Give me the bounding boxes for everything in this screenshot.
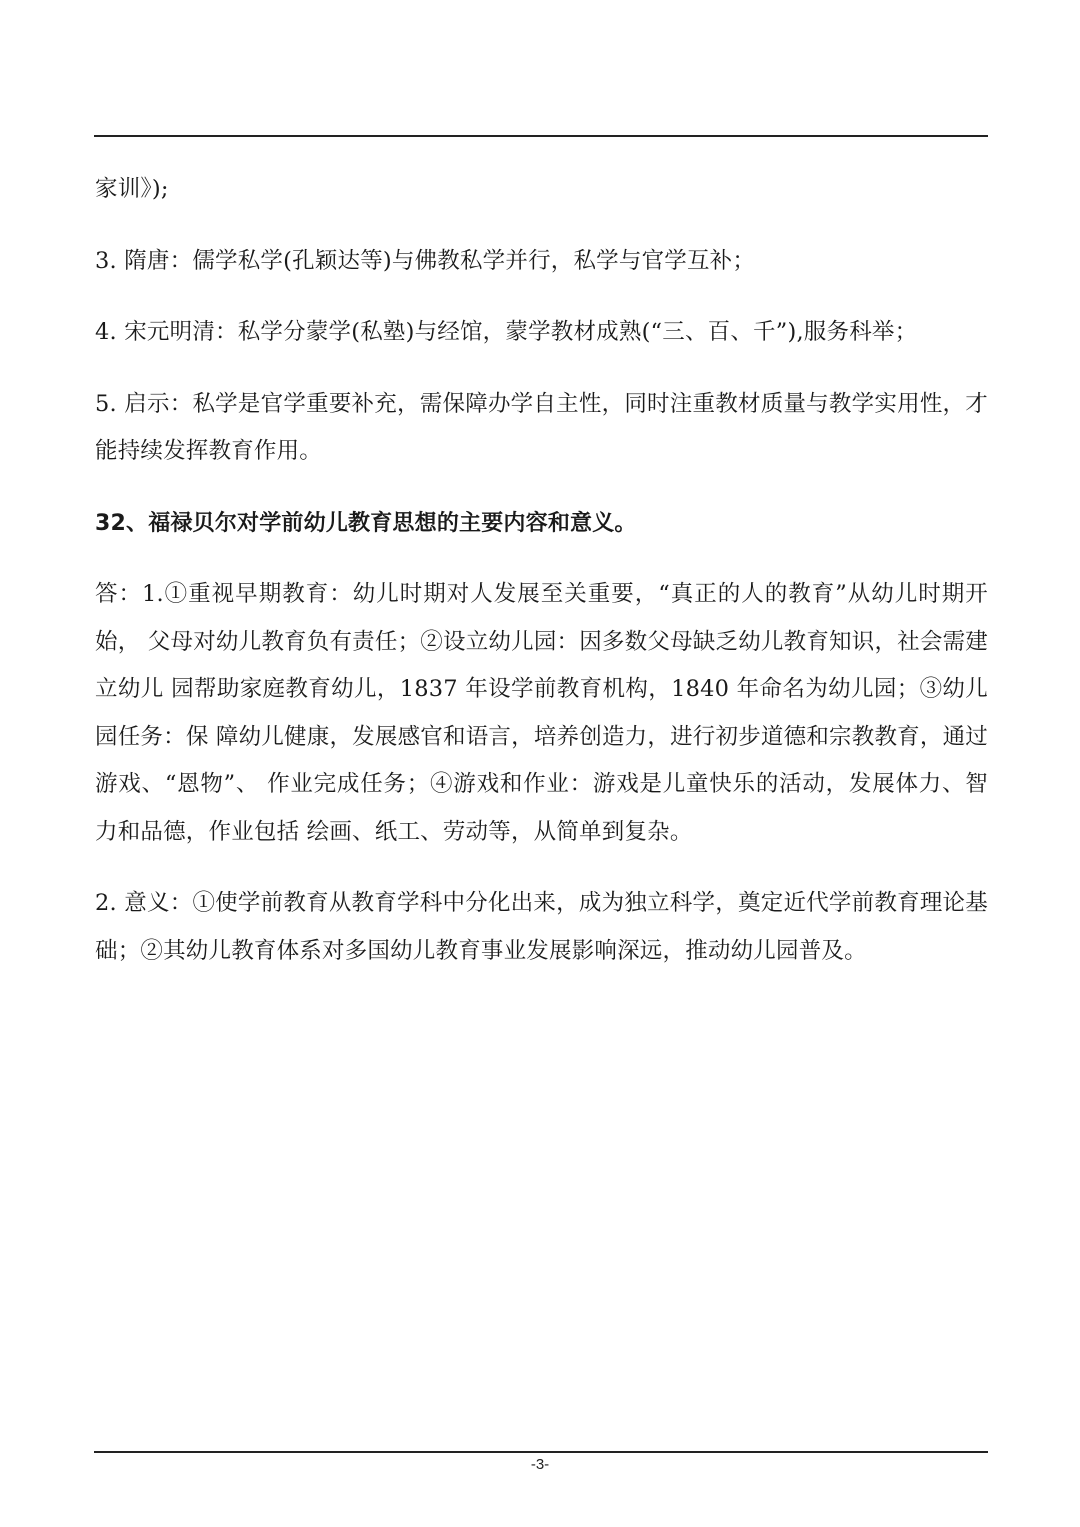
answer-part-1: 答：1.①重视早期教育：幼儿时期对人发展至关重要，“真正的人的教育”从幼儿时期开始， 父母对幼儿教育负有责任；②设立幼儿园：因多数父母缺乏幼儿教育知识，社会需建立幼儿 园帮助家庭教育幼儿，1837 年设学前教育机构，1840 年命名为幼儿园；③幼儿园任务：保 障幼儿健康，发展感官和语言，培养创造力，进行初步道德和宗教教育，通过游戏、“恩物”、 作业完成任务；④游戏和作业：游戏是儿童快乐的活动，发展体力、智力和品德，作业包括 绘画、纸工、劳动等，从简单到复杂。 (95, 581, 988, 845)
list-item-3: 3. 隋唐：儒学私学(孔颖达等)与佛教私学并行，私学与官学互补； (95, 247, 756, 274)
answer-part-2: 2. 意义：①使学前教育从教育学科中分化出来，成为独立科学，奠定近代学前教育理论基 础；②其幼儿教育体系对多国幼儿教育事业发展影响深远，推动幼儿园普及。 (95, 890, 988, 964)
continuation-text: 家训》); (95, 176, 169, 202)
document-body (95, 166, 988, 999)
question-heading: 32、福禄贝尔对学前幼儿教育思想的主要内容和意义。 (95, 510, 637, 536)
footer-rule (94, 1451, 988, 1453)
list-item-5: 5. 启示：私学是官学重要补充，需保障办学自主性，同时注重教材质量与教学实用性，才 能持续发挥教育作用。 (95, 390, 988, 464)
header-rule (94, 135, 988, 137)
page-number: -3- (530, 1456, 550, 1473)
list-item-4: 4. 宋元明清：私学分蒙学(私塾)与经馆，蒙学教材成熟(“三、百、千”),服务科举； (95, 319, 918, 345)
